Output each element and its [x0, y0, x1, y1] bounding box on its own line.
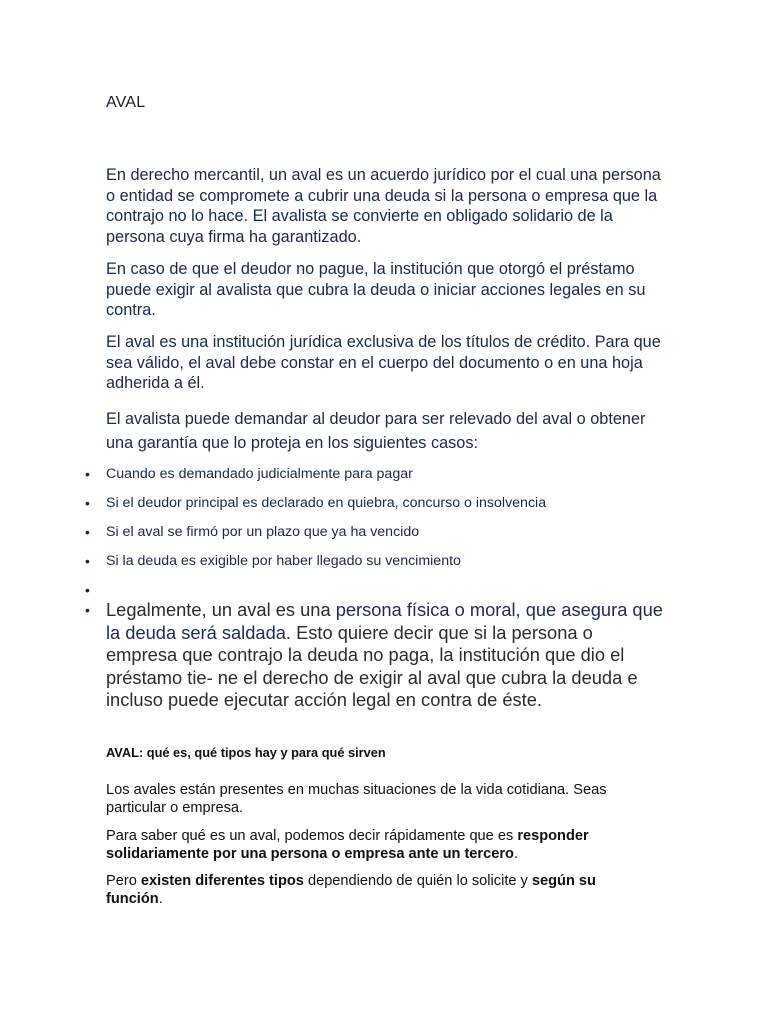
paragraph-cases-intro: El avalista puede demandar al deudor para ser relevado del aval o obtener una garantía que lo proteja en los siguientes casos: — [106, 410, 646, 452]
section-subtitle: AVAL: qué es, qué tipos hay y para qué sirven — [106, 745, 386, 760]
what-is-end: . — [513, 846, 518, 862]
what-is-bold: responder solidariamente por una persona o empresa ante un tercero — [106, 828, 589, 862]
bullet-icon: • — [85, 495, 90, 511]
paragraph-legal-institution: El aval es una institución jurídica exclusiva de los títulos de crédito. Para que sea válido, el aval debe constar en el cuerpo del documento o en una hoja adherida a él. — [106, 333, 661, 392]
legal-definition-text-2: . Esto quiere decir que si la persona o empresa que contrajo la deuda no paga, la institución que dio el préstamo tie- ne el derecho de exigir al aval que cubra la deuda e incluso puede ejecutar acción legal en contra de éste. — [106, 621, 638, 710]
bullet-icon: • — [85, 582, 90, 598]
paragraph-default-case: En caso de que el deudor no pague, la institución que otorgó el préstamo puede exigir al avalista que cubra la deuda o iniciar acciones legales en su contra. — [106, 260, 646, 319]
paragraph-everyday: Los avales están presentes en muchas situaciones de la vida cotidiana. Seas particular o empresa. — [106, 782, 607, 816]
types-bold-2: según su función — [106, 873, 596, 907]
bullet-icon: • — [85, 466, 90, 482]
list-item-text: Si la deuda es exigible por haber llegado su vencimiento — [106, 553, 461, 569]
legal-definition-highlight: persona física o moral, que asegura que la deuda será saldada — [106, 599, 663, 643]
paragraph-definition: En derecho mercantil, un aval es un acuerdo jurídico por el cual una persona o entidad se compromete a cubrir una deuda si la persona o empresa que la contrajo no lo hace. El avalista se convierte en obligado solidario de la persona cuya firma ha garantizado. — [106, 166, 661, 246]
legal-definition-text-1: Legalmente, un aval es una — [106, 599, 336, 620]
list-item — [0, 548, 700, 577]
list-item — [0, 519, 700, 548]
what-is-text: Para saber qué es un aval, podemos decir rápidamente que es — [106, 828, 518, 844]
paragraph-what-is — [106, 827, 636, 863]
list-item-text: Cuando es demandado judicialmente para pagar — [106, 466, 413, 482]
types-bold-1: existen diferentes tipos — [140, 873, 304, 889]
types-text-2: dependiendo de quién lo solicite y — [303, 873, 532, 889]
paragraph-types — [106, 872, 636, 908]
list-item — [0, 490, 700, 519]
list-item-legal-definition — [0, 597, 666, 712]
types-end: . — [158, 891, 163, 907]
document-title: AVAL — [106, 94, 146, 111]
bullet-icon: • — [85, 524, 90, 540]
cases-list — [0, 461, 700, 712]
list-item-text: Si el aval se firmó por un plazo que ya ha vencido — [106, 524, 420, 540]
types-text-1: Pero — [106, 873, 141, 889]
bullet-icon: • — [85, 553, 90, 569]
list-item-text: Si el deudor principal es declarado en quiebra, concurso o insolvencia — [106, 495, 547, 511]
list-item — [0, 461, 700, 490]
bullet-icon: • — [85, 602, 90, 618]
list-item-empty — [0, 577, 700, 597]
